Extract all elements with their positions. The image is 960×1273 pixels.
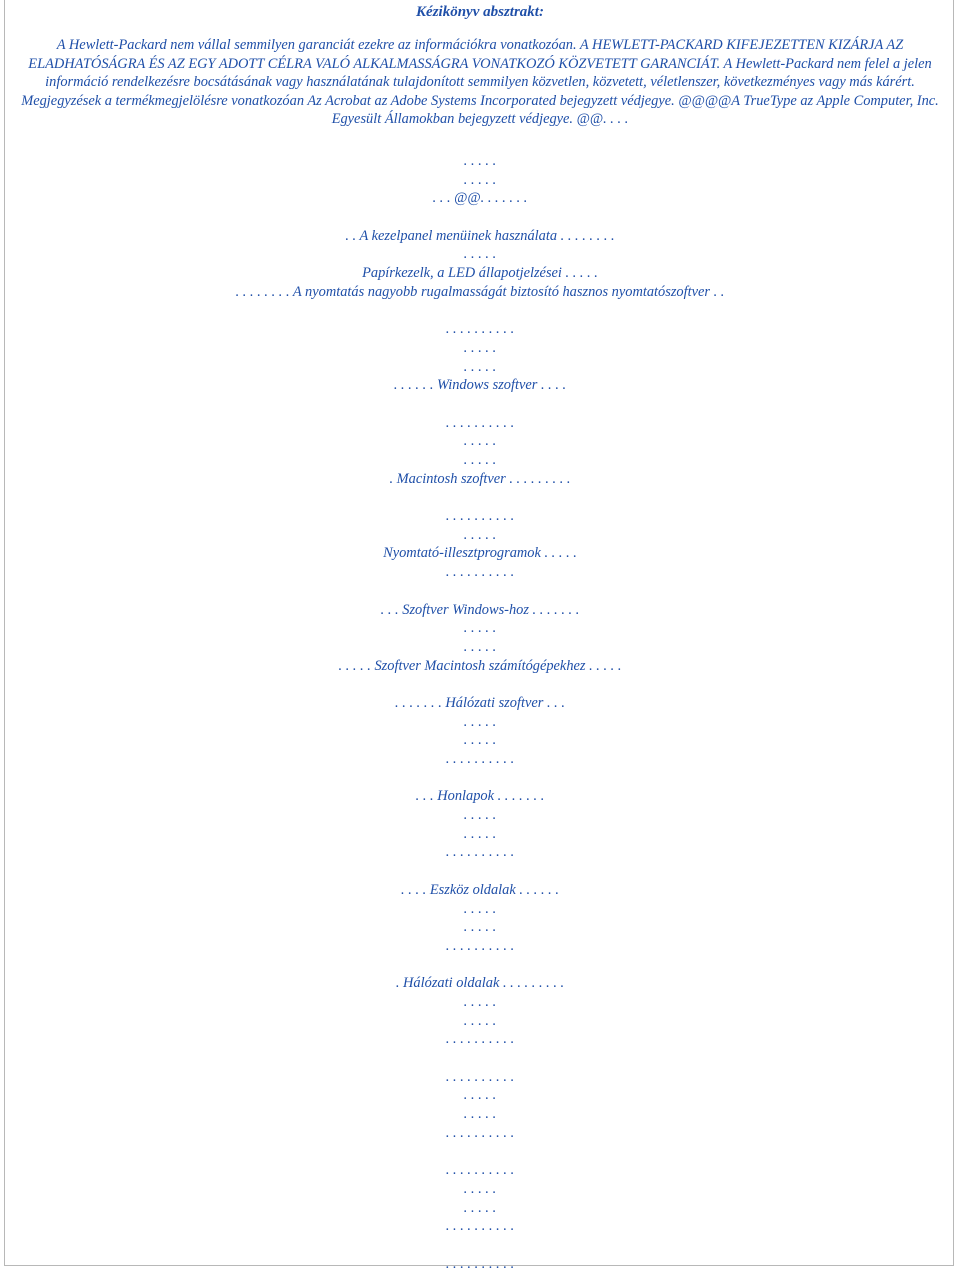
toc-line: . . . . . <box>463 1106 497 1123</box>
toc-line: . . . . . <box>463 153 497 169</box>
toc-line: . . . . . <box>463 825 497 842</box>
toc-line: . . . . . <box>463 433 497 450</box>
toc-line: . . . . . <box>463 1012 497 1029</box>
toc-line: . . . . . <box>463 919 497 936</box>
toc-gap <box>0 675 960 694</box>
toc-line: . . . . . . . . . . <box>445 321 515 338</box>
toc-line: . . . . . . . . . . <box>445 1255 515 1272</box>
toc-line: . . . . . <box>463 732 497 749</box>
toc-line: . . . . . <box>463 807 497 824</box>
toc-line: . . . . . <box>463 1199 497 1216</box>
toc-gap <box>0 582 960 601</box>
toc-line: . . . . . <box>463 900 497 917</box>
toc-line: . . . . . <box>463 1180 497 1197</box>
toc-line: . . A kezelpanel menüinek használata . . . . . . . . <box>345 227 615 244</box>
abstract-text: A Hewlett-Packard nem vállal semmilyen garanciát ezekre az információkra vonatkozóan. A HEWLETT-PACKARD KIFEJEZETTEN KIZÁRJA AZ ELADHATÓSÁGRA ÉS AZ EGY ADOTT CÉLRA VALÓ ALKALMASSÁGRA VONATKOZÓ KÖZVETETT GARANCIÁT. A Hewlett-Packard nem felel a jelen információ rendelkezésre bocsátásának vagy használatának tulajdonított semmilyen közvetlen, közvetett, véletlenszer, következményes vagy más kárért. Megjegyzések a termékmegjelölésre vonatkozóan Az Acrobat az Adobe Systems Incorporated bejegyzett védjegye. @@@@A TrueType az Apple Computer, Inc. Egyesült Államokban bejegyzett védjegye. @@. . . . <box>21 37 939 128</box>
toc-line: . . . . . <box>463 1087 497 1104</box>
toc-line: . . . . . . . Hálózati szoftver . . . <box>395 694 565 711</box>
toc-line: . . . . . <box>463 171 497 188</box>
page-title: Kézikönyv absztrakt: <box>416 4 544 20</box>
toc-line: . . . . . <box>463 526 497 543</box>
toc-line: . Hálózati oldalak . . . . . . . . . <box>395 975 565 992</box>
toc-line: . . . . Eszköz oldalak . . . . . . <box>401 881 559 898</box>
toc-gap <box>0 862 960 881</box>
toc-line: . . . . . <box>463 358 497 375</box>
toc-line: . . . . . <box>463 339 497 356</box>
toc-line: . . . . . . . . . . <box>445 1124 515 1141</box>
toc-gap <box>0 395 960 414</box>
toc-line: . . . . . . . . . . <box>445 937 515 954</box>
toc-line: . . . . . <box>463 638 497 655</box>
toc-line: . . . . . <box>463 713 497 730</box>
toc-line: . . . . . . . . . . <box>445 751 515 767</box>
toc-line: . . . . . . . . . . <box>445 414 515 431</box>
toc-line: . . . Szoftver Windows-hoz . . . . . . . <box>380 601 580 618</box>
toc-gap <box>0 956 960 975</box>
toc-line: . . . . . . . . . . <box>445 1162 515 1179</box>
toc-gap <box>0 488 960 507</box>
toc-line: . Macintosh szoftver . . . . . . . . . <box>389 470 571 487</box>
toc-gap <box>0 1236 960 1255</box>
toc-line: . . . . . . . . . . <box>445 1068 515 1085</box>
toc-gap <box>0 1142 960 1161</box>
toc-line: . . . . . . . . . . <box>445 1218 515 1235</box>
table-of-contents <box>0 152 960 1273</box>
toc-line: . . . . . <box>463 246 497 263</box>
toc-gap <box>0 769 960 788</box>
toc-line: . . . . . <box>463 452 497 468</box>
toc-line: . . . . . . . . . . <box>445 844 515 861</box>
toc-line: . . . . . . . . A nyomtatás nagyobb rugalmasságát biztosító hasznos nyomtatószoftver . . <box>235 283 725 300</box>
toc-line: . . . . . Szoftver Macintosh számítógépekhez . . . . . <box>338 657 622 674</box>
toc-line: Nyomtató-illesztprogramok . . . . . <box>383 545 577 562</box>
toc-line: . . . . . . Windows szoftver . . . . <box>393 377 567 394</box>
toc-line: . . . . . <box>463 993 497 1010</box>
toc-line: . . . Honlapok . . . . . . . <box>415 788 545 805</box>
toc-line: . . . @@. . . . . . . <box>432 190 528 207</box>
toc-line: . . . . . <box>463 620 497 637</box>
toc-line: . . . . . . . . . . <box>445 508 515 525</box>
toc-line: . . . . . . . . . . <box>445 1031 515 1048</box>
toc-gap <box>0 1049 960 1068</box>
toc-line: . . . . . . . . . . <box>445 564 515 581</box>
toc-line: Papírkezelk, a LED állapotjelzései . . . . . <box>362 265 598 282</box>
toc-gap <box>0 208 960 227</box>
toc-gap <box>0 302 960 321</box>
